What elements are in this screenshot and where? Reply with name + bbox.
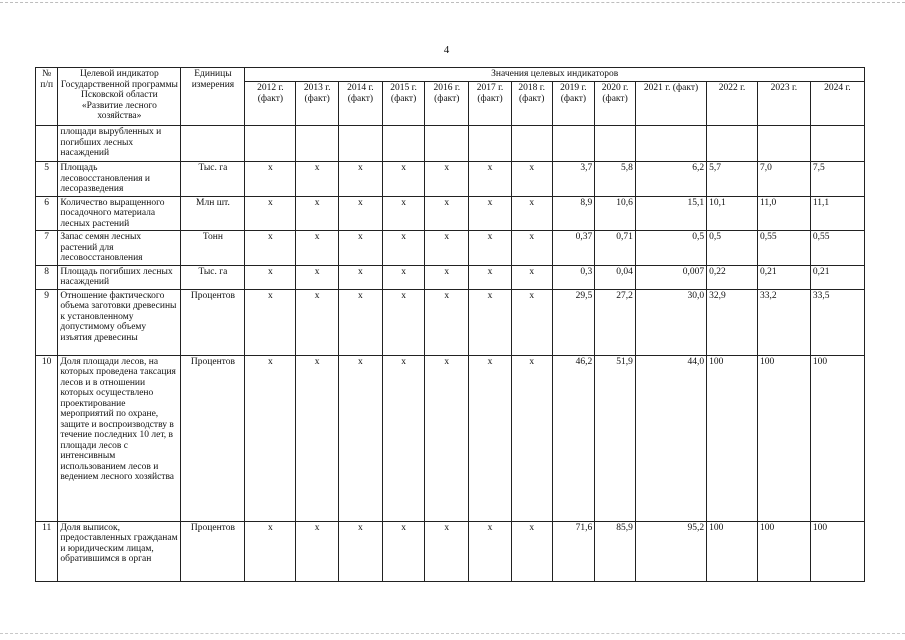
row-value: x bbox=[382, 265, 425, 289]
row-value: x bbox=[245, 231, 296, 266]
row-value: x bbox=[382, 355, 425, 521]
row-value: 100 bbox=[810, 355, 864, 521]
row-value: 0,3 bbox=[552, 265, 595, 289]
row-value bbox=[552, 126, 595, 162]
header-year: 2023 г. bbox=[757, 82, 810, 126]
indicators-table bbox=[35, 67, 865, 582]
header-units: Единицы измерения bbox=[181, 68, 245, 126]
row-value: x bbox=[296, 521, 339, 581]
row-value: x bbox=[245, 289, 296, 355]
row-value: x bbox=[511, 265, 552, 289]
row-value: x bbox=[469, 265, 512, 289]
row-value: x bbox=[382, 231, 425, 266]
scan-edge-bottom bbox=[0, 633, 905, 634]
row-value: 15,1 bbox=[635, 196, 706, 231]
row-value: 100 bbox=[810, 521, 864, 581]
row-value: x bbox=[469, 231, 512, 266]
header-year: 2015 г. (факт) bbox=[382, 82, 425, 126]
row-value: x bbox=[425, 265, 469, 289]
row-value bbox=[382, 126, 425, 162]
row-num: 7 bbox=[36, 231, 58, 266]
header-year: 2018 г. (факт) bbox=[511, 82, 552, 126]
row-value bbox=[339, 126, 383, 162]
row-value: x bbox=[339, 355, 383, 521]
row-value: 3,7 bbox=[552, 162, 595, 197]
row-units bbox=[181, 126, 245, 162]
row-value: 0,21 bbox=[757, 265, 810, 289]
row-num: 5 bbox=[36, 162, 58, 197]
header-values-group: Значения целевых индикаторов bbox=[245, 68, 865, 82]
row-value: 5,7 bbox=[707, 162, 758, 197]
table-row bbox=[36, 355, 865, 521]
table-row bbox=[36, 231, 865, 266]
row-value: x bbox=[469, 196, 512, 231]
header-year: 2013 г. (факт) bbox=[296, 82, 339, 126]
row-value: x bbox=[339, 521, 383, 581]
row-value: 0,007 bbox=[635, 265, 706, 289]
table-row bbox=[36, 162, 865, 197]
row-value bbox=[707, 126, 758, 162]
row-value: 29,5 bbox=[552, 289, 595, 355]
row-value: 100 bbox=[757, 355, 810, 521]
row-value: x bbox=[425, 355, 469, 521]
row-value: 0,5 bbox=[635, 231, 706, 266]
row-value: 11,1 bbox=[810, 196, 864, 231]
table-row bbox=[36, 289, 865, 355]
header-indicator: Целевой индикатор Государственной программы Псковской области «Развитие лесного хозяйства» bbox=[58, 68, 181, 126]
row-indicator: Количество выращенного посадочного материала лесных растений bbox=[58, 196, 181, 231]
row-value: x bbox=[511, 355, 552, 521]
row-value: 0,22 bbox=[707, 265, 758, 289]
row-value: 95,2 bbox=[635, 521, 706, 581]
header-year: 2024 г. bbox=[810, 82, 864, 126]
row-value: 71,6 bbox=[552, 521, 595, 581]
row-units: Тыс. га bbox=[181, 265, 245, 289]
row-value bbox=[595, 126, 636, 162]
header-year: 2017 г. (факт) bbox=[469, 82, 512, 126]
row-value: 100 bbox=[707, 355, 758, 521]
row-value: 0,55 bbox=[810, 231, 864, 266]
row-num: 8 bbox=[36, 265, 58, 289]
header-row bbox=[36, 68, 865, 82]
row-value: 10,1 bbox=[707, 196, 758, 231]
table-row bbox=[36, 196, 865, 231]
row-indicator: Доля выписок, предоставленных гражданам и юридическим лицам, обратившимся в орган bbox=[58, 521, 181, 581]
row-value bbox=[296, 126, 339, 162]
row-units: Процентов bbox=[181, 521, 245, 581]
row-value: x bbox=[245, 355, 296, 521]
row-value: x bbox=[296, 231, 339, 266]
row-value: x bbox=[245, 162, 296, 197]
row-units: Процентов bbox=[181, 355, 245, 521]
row-value: 100 bbox=[707, 521, 758, 581]
table-row bbox=[36, 521, 865, 581]
row-value: x bbox=[469, 521, 512, 581]
row-value: x bbox=[339, 289, 383, 355]
row-value: 0,04 bbox=[595, 265, 636, 289]
row-value: x bbox=[296, 265, 339, 289]
row-value: x bbox=[425, 521, 469, 581]
row-value: 44,0 bbox=[635, 355, 706, 521]
row-value: 5,8 bbox=[595, 162, 636, 197]
row-num: 9 bbox=[36, 289, 58, 355]
row-value: 7,5 bbox=[810, 162, 864, 197]
row-value: 46,2 bbox=[552, 355, 595, 521]
row-value: 32,9 bbox=[707, 289, 758, 355]
row-value: 0,5 bbox=[707, 231, 758, 266]
row-value: 85,9 bbox=[595, 521, 636, 581]
header-year: 2019 г. (факт) bbox=[552, 82, 595, 126]
header-year: 2021 г. (факт) bbox=[635, 82, 706, 126]
row-value: x bbox=[339, 231, 383, 266]
row-value: x bbox=[469, 289, 512, 355]
header-year: 2022 г. bbox=[707, 82, 758, 126]
row-value: x bbox=[339, 196, 383, 231]
row-value bbox=[810, 126, 864, 162]
header-year: 2012 г. (факт) bbox=[245, 82, 296, 126]
row-value bbox=[635, 126, 706, 162]
row-value: 100 bbox=[757, 521, 810, 581]
row-units: Процентов bbox=[181, 289, 245, 355]
row-num bbox=[36, 126, 58, 162]
header-year: 2014 г. (факт) bbox=[339, 82, 383, 126]
row-value: x bbox=[296, 355, 339, 521]
row-value: 33,5 bbox=[810, 289, 864, 355]
row-value: 27,2 bbox=[595, 289, 636, 355]
row-value: 11,0 bbox=[757, 196, 810, 231]
row-indicator: Доля площади лесов, на которых проведена таксация лесов и в отношении которых осуществлено проектирование мероприятий по охране, защите и воспроизводству в течение последних 10 лет, в площади лесов с интенсивным использованием лесов и ведением лесного хозяйства bbox=[58, 355, 181, 521]
row-units: Тонн bbox=[181, 231, 245, 266]
row-value: 6,2 bbox=[635, 162, 706, 197]
scan-edge-top bbox=[0, 2, 905, 3]
table-row-continuation bbox=[36, 126, 865, 162]
row-value: x bbox=[339, 162, 383, 197]
row-value: 0,55 bbox=[757, 231, 810, 266]
row-value bbox=[469, 126, 512, 162]
row-value bbox=[245, 126, 296, 162]
row-indicator: площади вырубленных и погибших лесных насаждений bbox=[58, 126, 181, 162]
row-value: x bbox=[511, 162, 552, 197]
header-year: 2020 г. (факт) bbox=[595, 82, 636, 126]
row-num: 10 bbox=[36, 355, 58, 521]
row-value: x bbox=[296, 162, 339, 197]
row-value: x bbox=[425, 196, 469, 231]
row-value: x bbox=[382, 162, 425, 197]
row-value: x bbox=[245, 521, 296, 581]
row-value: 30,0 bbox=[635, 289, 706, 355]
page-number: 4 bbox=[443, 44, 450, 56]
row-value: 33,2 bbox=[757, 289, 810, 355]
row-value: x bbox=[339, 265, 383, 289]
row-value: x bbox=[382, 521, 425, 581]
header-year: 2016 г. (факт) bbox=[425, 82, 469, 126]
row-value bbox=[425, 126, 469, 162]
row-num: 11 bbox=[36, 521, 58, 581]
row-value: 10,6 bbox=[595, 196, 636, 231]
row-value: x bbox=[296, 196, 339, 231]
row-value: x bbox=[425, 289, 469, 355]
row-value: x bbox=[469, 355, 512, 521]
row-value: x bbox=[469, 162, 512, 197]
row-value: x bbox=[245, 265, 296, 289]
row-value: x bbox=[425, 231, 469, 266]
row-value: 0,21 bbox=[810, 265, 864, 289]
row-value: x bbox=[382, 289, 425, 355]
row-value: x bbox=[511, 231, 552, 266]
row-value: 51,9 bbox=[595, 355, 636, 521]
row-value: 7,0 bbox=[757, 162, 810, 197]
row-value: x bbox=[296, 289, 339, 355]
row-indicator: Отношение фактического объема заготовки древесины к установленному допустимому объему изъятия древесины bbox=[58, 289, 181, 355]
row-num: 6 bbox=[36, 196, 58, 231]
row-value: x bbox=[511, 289, 552, 355]
row-value: x bbox=[382, 196, 425, 231]
row-indicator: Площадь погибших лесных насаждений bbox=[58, 265, 181, 289]
row-indicator: Запас семян лесных растений для лесовосстановления bbox=[58, 231, 181, 266]
row-units: Тыс. га bbox=[181, 162, 245, 197]
row-value bbox=[511, 126, 552, 162]
row-value: x bbox=[245, 196, 296, 231]
row-value: x bbox=[511, 521, 552, 581]
row-units: Млн шт. bbox=[181, 196, 245, 231]
row-value bbox=[757, 126, 810, 162]
row-value: 8,9 bbox=[552, 196, 595, 231]
row-value: 0,37 bbox=[552, 231, 595, 266]
row-indicator: Площадь лесовосстановления и лесоразведения bbox=[58, 162, 181, 197]
row-value: 0,71 bbox=[595, 231, 636, 266]
row-value: x bbox=[511, 196, 552, 231]
table-row bbox=[36, 265, 865, 289]
header-num: № п/п bbox=[36, 68, 58, 126]
row-value: x bbox=[425, 162, 469, 197]
